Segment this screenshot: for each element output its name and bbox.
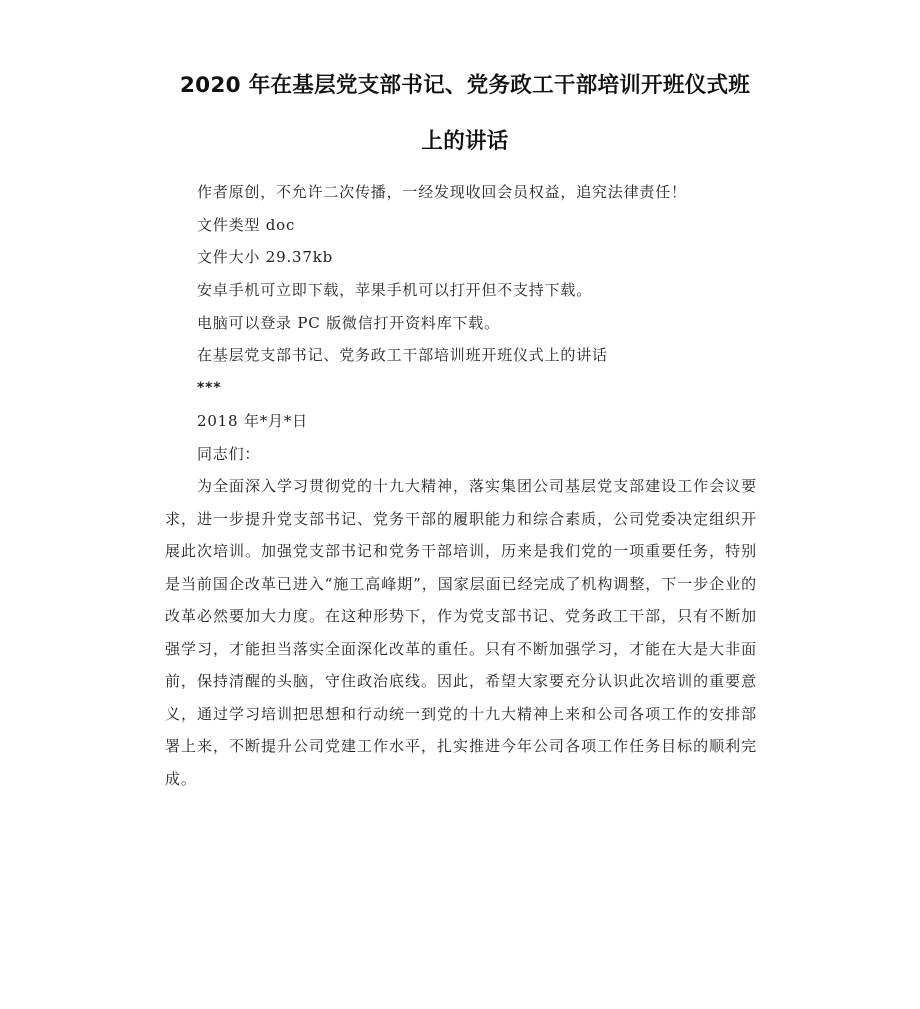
document-title — [150, 58, 780, 170]
salutation: 同志们： — [197, 444, 261, 463]
speech-date: 2018 年*月*日 — [197, 411, 308, 430]
document-title-line1: 2020 年在基层党支部书记、党务政工干部培训开班仪式班 — [179, 73, 751, 98]
copyright-notice: 作者原创，不允许二次传播，一经发现收回会员权益，追究法律责任！ — [197, 183, 687, 201]
speech-subtitle: 在基层党支部书记、党务政工干部培训班开班仪式上的讲话 — [197, 346, 608, 365]
document-meta-block — [197, 176, 777, 470]
speaker-placeholder: *** — [197, 380, 222, 397]
file-type-line: 文件类型 doc — [197, 215, 296, 234]
file-size-line: 文件大小 29.37kb — [197, 248, 334, 267]
body-paragraph: 为全面深入学习贯彻党的十九大精神，落实集团公司基层党支部建设工作会议要求，进一步提升党支部书记、党务干部的履职能力和综合素质，公司党委决定组织开展此次培训。加强党支部书记和党务干部培训，历来是我们党的一项重要任务，特别是当前国企改革已进入“施工高峰期”，国家层面已经完成了机构调整，下一步企业的改革必然要加大力度。在这种形势下，作为党支部书记、党务政工干部，只有不断加强学习，才能担当落实全面深化改革的重任。只有不断加强学习，才能在大是大非面前，保持清醒的头脑，守住政治底线。因此，希望大家要充分认识此次培训的重要意义，通过学习培训把思想和行动统一到党的十九大精神上来和公司各项工作的安排部署上来，不断提升公司党建工作水平，扎实推进今年公司各项工作任务目标的顺利完成。 — [165, 477, 757, 788]
pc-download-note: 电脑可以登录 PC 版微信打开资料库下载。 — [197, 313, 500, 332]
mobile-download-note: 安卓手机可立即下载，苹果手机可以打开但不支持下载。 — [197, 281, 593, 300]
document-title-line2: 上的讲话 — [421, 129, 509, 154]
